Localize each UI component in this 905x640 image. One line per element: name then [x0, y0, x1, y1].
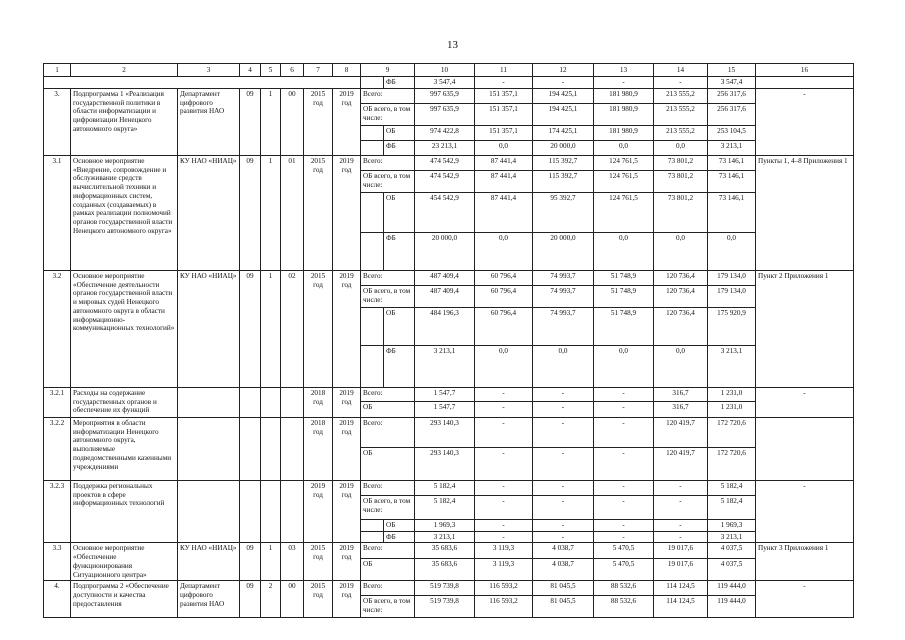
notes-cell	[756, 417, 854, 480]
amount-cell: 88 532,6	[594, 596, 654, 618]
start-year: 2015 год	[304, 270, 333, 387]
amount-cell: -	[594, 519, 654, 531]
code-gp	[240, 417, 261, 480]
amount-cell: 1 969,3	[708, 519, 756, 531]
indent-cell	[361, 232, 384, 270]
indent-cell	[361, 519, 384, 531]
table-row	[44, 155, 854, 170]
code-gp: 09	[240, 155, 261, 270]
amount-cell: 88 532,6	[594, 581, 654, 596]
column-header: 4	[240, 64, 261, 77]
code-gp: 09	[240, 88, 261, 155]
code-om: 03	[281, 543, 304, 581]
indent-cell	[361, 140, 384, 155]
amount-cell: 3 213,1	[708, 140, 756, 155]
amount-cell: 124 761,5	[594, 155, 654, 170]
amount-cell: 5 470,5	[594, 543, 654, 558]
amount-cell: 0,0	[533, 345, 594, 387]
notes-cell: -	[756, 480, 854, 543]
amount-cell: -	[594, 495, 654, 519]
column-header: 16	[756, 64, 854, 77]
end-year: 2019 год	[333, 270, 361, 387]
end-year: 2019 год	[333, 155, 361, 270]
code-pp	[261, 387, 281, 417]
code-gp: 09	[240, 581, 261, 618]
notes-cell: Пункт 3 Приложения 1	[756, 543, 854, 581]
amount-cell: 3 213,1	[415, 345, 475, 387]
indent-cell	[361, 192, 384, 232]
table-row	[44, 581, 854, 596]
amount-cell: 174 425,1	[533, 125, 594, 140]
amount-cell: 124 761,5	[594, 170, 654, 192]
start-year: 2015 год	[304, 155, 333, 270]
amount-cell: 81 045,5	[533, 581, 594, 596]
amount-cell: -	[594, 401, 654, 417]
column-header: 5	[261, 64, 281, 77]
activity-name: Расходы на содержание государственных органов и обеспечение их функций	[71, 387, 178, 417]
column-header: 8	[333, 64, 361, 77]
amount-cell: 151 357,1	[475, 88, 533, 103]
amount-cell: 181 980,9	[594, 103, 654, 125]
code-gp	[240, 387, 261, 417]
end-year: 2019 год	[333, 480, 361, 543]
indent-cell	[361, 531, 384, 543]
amount-cell: 4 038,7	[533, 543, 594, 558]
amount-cell: 120 736,4	[654, 270, 708, 285]
amount-cell: 35 683,6	[415, 543, 475, 558]
amount-cell: 120 736,4	[654, 285, 708, 307]
amount-cell: 115 392,7	[533, 170, 594, 192]
funding-source: ОБ всего, в том числе:	[361, 170, 415, 192]
table-row	[44, 77, 854, 89]
amount-cell: -	[475, 495, 533, 519]
amount-cell: 120 736,4	[654, 307, 708, 345]
amount-cell: 73 146,1	[708, 192, 756, 232]
end-year: 2019 год	[333, 387, 361, 417]
amount-cell: 3 547,4	[708, 77, 756, 89]
amount-cell: -	[533, 531, 594, 543]
amount-cell: 23 213,1	[415, 140, 475, 155]
executor	[178, 387, 240, 417]
funding-source: ОБ	[384, 519, 415, 531]
funding-source: Всего:	[361, 155, 415, 170]
amount-cell: 474 542,9	[415, 155, 475, 170]
funding-source: ОБ всего, в том числе:	[361, 495, 415, 519]
amount-cell: -	[475, 480, 533, 495]
amount-cell: 73 146,1	[708, 170, 756, 192]
activity-name: Основное мероприятие «Внедрение, сопровождение и обслуживание средств вычислительной техники и информационных систем, созданных (создаваемых) в рамках реализации полномочий органов государственной власти Ненецкого автономного округа»	[71, 155, 178, 270]
executor	[178, 417, 240, 480]
table-row	[44, 88, 854, 103]
amount-cell: 194 425,1	[533, 88, 594, 103]
funding-source: ОБ всего, в том числе:	[361, 285, 415, 307]
indent-cell	[361, 307, 384, 345]
amount-cell: 74 993,7	[533, 285, 594, 307]
activity-name: Подпрограмма 1 «Реализация государственной политики в области информатизации и цифровизации Ненецкого автономного округа»	[71, 88, 178, 155]
amount-cell: 35 683,6	[415, 558, 475, 581]
amount-cell: 151 357,1	[475, 103, 533, 125]
amount-cell: 60 796,4	[475, 270, 533, 285]
indent-cell	[361, 125, 384, 140]
amount-cell: -	[533, 519, 594, 531]
amount-cell: 997 635,9	[415, 103, 475, 125]
row-number: 3.3	[44, 543, 71, 581]
funding-source: ОБ	[361, 447, 415, 480]
executor: Департамент цифрового развития НАО	[178, 88, 240, 155]
code-pp: 1	[261, 270, 281, 387]
amount-cell: -	[475, 417, 533, 447]
amount-cell: 114 124,5	[654, 581, 708, 596]
start-year: 2015 год	[304, 88, 333, 155]
column-header: 15	[708, 64, 756, 77]
amount-cell: 213 555,2	[654, 88, 708, 103]
page-number: 13	[447, 39, 458, 51]
amount-cell: -	[475, 519, 533, 531]
funding-source: ОБ	[361, 401, 415, 417]
amount-cell: 60 796,4	[475, 307, 533, 345]
amount-cell: 484 196,3	[415, 307, 475, 345]
funding-source: Всего:	[361, 543, 415, 558]
code-om: 02	[281, 270, 304, 387]
table-row	[44, 543, 854, 558]
executor: КУ НАО «НИАЦ»	[178, 155, 240, 270]
code-pp: 1	[261, 88, 281, 155]
amount-cell: 0,0	[475, 232, 533, 270]
amount-cell: 5 182,4	[415, 480, 475, 495]
amount-cell: 115 392,7	[533, 155, 594, 170]
column-header: 7	[304, 64, 333, 77]
funding-source: Всего:	[361, 270, 415, 285]
amount-cell: 4 037,5	[708, 543, 756, 558]
end-year: 2019 год	[333, 88, 361, 155]
amount-cell: 1 231,0	[708, 401, 756, 417]
column-header: 11	[475, 64, 533, 77]
funding-source: ОБ всего, в том числе:	[361, 103, 415, 125]
amount-cell: 73 801,2	[654, 170, 708, 192]
amount-cell: -	[533, 495, 594, 519]
amount-cell: 120 419,7	[654, 417, 708, 447]
amount-cell: 119 444,0	[708, 581, 756, 596]
row-number: 3.2.3	[44, 480, 71, 543]
funding-source: ОБ	[384, 307, 415, 345]
funding-source: ОБ	[384, 192, 415, 232]
amount-cell: 3 547,4	[415, 77, 475, 89]
amount-cell: 151 357,1	[475, 125, 533, 140]
program-budget-table	[43, 63, 854, 618]
code-gp: 09	[240, 270, 261, 387]
column-header: 3	[178, 64, 240, 77]
amount-cell: 74 993,7	[533, 270, 594, 285]
notes-cell	[756, 77, 854, 89]
amount-cell: 5 182,4	[708, 495, 756, 519]
funding-source: ОБ всего, в том числе:	[361, 596, 415, 618]
amount-cell: 116 593,2	[475, 596, 533, 618]
amount-cell: 253 104,5	[708, 125, 756, 140]
notes-cell: Пункты 1, 4–8 Приложения 1	[756, 155, 854, 270]
amount-cell: 0,0	[654, 140, 708, 155]
amount-cell: 73 801,2	[654, 192, 708, 232]
funding-source: Всего:	[361, 88, 415, 103]
amount-cell: 51 748,9	[594, 270, 654, 285]
amount-cell: 74 993,7	[533, 307, 594, 345]
amount-cell: -	[533, 387, 594, 401]
activity-name: Подпрограмма 2 «Обеспечение доступности и качества предоставления	[71, 581, 178, 618]
amount-cell: 87 441,4	[475, 170, 533, 192]
amount-cell: 0,0	[708, 232, 756, 270]
start-year: 2019 год	[304, 480, 333, 543]
column-header-row	[44, 64, 854, 77]
row-number: 3.2.1	[44, 387, 71, 417]
amount-cell: -	[533, 447, 594, 480]
amount-cell: -	[475, 447, 533, 480]
funding-source: Всего:	[361, 480, 415, 495]
amount-cell: 51 748,9	[594, 285, 654, 307]
amount-cell: 1 969,3	[415, 519, 475, 531]
amount-cell: 179 134,0	[708, 270, 756, 285]
funding-source: ОБ	[384, 125, 415, 140]
end-year: 2019 год	[333, 543, 361, 581]
amount-cell: 1 547,7	[415, 401, 475, 417]
row-number: 3.	[44, 88, 71, 155]
table-row	[44, 270, 854, 285]
amount-cell: -	[594, 417, 654, 447]
amount-cell: 19 017,6	[654, 543, 708, 558]
funding-source: ФБ	[384, 140, 415, 155]
code-pp: 1	[261, 155, 281, 270]
start-year: 2018 год	[304, 387, 333, 417]
amount-cell: 124 761,5	[594, 192, 654, 232]
column-header: 14	[654, 64, 708, 77]
row-number: 3.2	[44, 270, 71, 387]
amount-cell: 60 796,4	[475, 285, 533, 307]
column-header: 1	[44, 64, 71, 77]
funding-source: ФБ	[384, 345, 415, 387]
amount-cell: 0,0	[475, 140, 533, 155]
amount-cell: 316,7	[654, 387, 708, 401]
code-pp	[261, 480, 281, 543]
table-row	[44, 417, 854, 447]
end-year: 2019 год	[333, 417, 361, 480]
amount-cell: 487 409,4	[415, 270, 475, 285]
table-row	[44, 387, 854, 401]
code-om	[281, 417, 304, 480]
amount-cell: 3 213,1	[708, 345, 756, 387]
amount-cell: -	[533, 417, 594, 447]
amount-cell: -	[654, 531, 708, 543]
amount-cell: 974 422,8	[415, 125, 475, 140]
amount-cell: 4 037,5	[708, 558, 756, 581]
amount-cell: 119 444,0	[708, 596, 756, 618]
activity-name: Поддержка региональных проектов в сфере информационных технологий	[71, 480, 178, 543]
column-header: 9	[361, 64, 415, 77]
funding-source: ФБ	[384, 531, 415, 543]
amount-cell: -	[594, 480, 654, 495]
amount-cell: 179 134,0	[708, 285, 756, 307]
amount-cell: -	[594, 447, 654, 480]
amount-cell: 114 124,5	[654, 596, 708, 618]
funding-source: Всего:	[361, 417, 415, 447]
amount-cell: 87 441,4	[475, 155, 533, 170]
amount-cell: 73 146,1	[708, 155, 756, 170]
code-pp: 1	[261, 543, 281, 581]
code-pp	[261, 417, 281, 480]
amount-cell: 87 441,4	[475, 192, 533, 232]
amount-cell: 293 140,3	[415, 417, 475, 447]
notes-cell: -	[756, 387, 854, 417]
code-om: 01	[281, 155, 304, 270]
funding-source: Всего:	[361, 387, 415, 401]
amount-cell: -	[533, 480, 594, 495]
funding-source: ФБ	[384, 232, 415, 270]
code-om: 00	[281, 88, 304, 155]
amount-cell: 256 317,6	[708, 88, 756, 103]
amount-cell: 316,7	[654, 401, 708, 417]
amount-cell: -	[654, 480, 708, 495]
amount-cell: 0,0	[594, 232, 654, 270]
amount-cell: 181 980,9	[594, 125, 654, 140]
amount-cell: 175 920,9	[708, 307, 756, 345]
activity-name: Основное мероприятие «Обеспечение деятельности органов государственной власти и мировых судей Ненецкого автономного округа в области информационно-коммуникационных технологий»	[71, 270, 178, 387]
start-year: 2015 год	[304, 581, 333, 618]
amount-cell: 293 140,3	[415, 447, 475, 480]
amount-cell: 0,0	[594, 140, 654, 155]
amount-cell: 1 231,0	[708, 387, 756, 401]
amount-cell: -	[594, 387, 654, 401]
amount-cell: -	[533, 77, 594, 89]
activity-name: Мероприятия в области информатизации Ненецкого автономного округа, выполняемые подведомственными казенными учреждениями	[71, 417, 178, 480]
row-number: 3.2.2	[44, 417, 71, 480]
amount-cell: -	[533, 401, 594, 417]
column-header: 12	[533, 64, 594, 77]
amount-cell: 5 182,4	[708, 480, 756, 495]
activity-name: Основное мероприятие «Обеспечение функционирования Ситуационного центра»	[71, 543, 178, 581]
notes-cell: -	[756, 581, 854, 618]
funding-source: ФБ	[384, 77, 415, 89]
amount-cell: 213 555,2	[654, 125, 708, 140]
amount-cell: -	[654, 519, 708, 531]
column-header: 13	[594, 64, 654, 77]
amount-cell: 81 045,5	[533, 596, 594, 618]
amount-cell: -	[475, 77, 533, 89]
amount-cell: 20 000,0	[533, 232, 594, 270]
amount-cell: 454 542,9	[415, 192, 475, 232]
amount-cell: 1 547,7	[415, 387, 475, 401]
amount-cell: 172 720,6	[708, 417, 756, 447]
amount-cell: 3 213,1	[415, 531, 475, 543]
indent-cell	[361, 345, 384, 387]
end-year: 2019 год	[333, 581, 361, 618]
executor	[178, 480, 240, 543]
code-gp	[240, 480, 261, 543]
amount-cell: 519 739,8	[415, 581, 475, 596]
start-year: 2015 год	[304, 543, 333, 581]
column-header: 10	[415, 64, 475, 77]
executor: Департамент цифрового развития НАО	[178, 581, 240, 618]
code-om	[281, 480, 304, 543]
amount-cell: 4 038,7	[533, 558, 594, 581]
amount-cell: 73 801,2	[654, 155, 708, 170]
amount-cell: 20 000,0	[533, 140, 594, 155]
amount-cell: 0,0	[594, 345, 654, 387]
column-header: 2	[71, 64, 178, 77]
amount-cell: 487 409,4	[415, 285, 475, 307]
amount-cell: 116 593,2	[475, 581, 533, 596]
amount-cell: 3 119,3	[475, 558, 533, 581]
code-pp: 2	[261, 581, 281, 618]
amount-cell: -	[594, 77, 654, 89]
amount-cell: 95 392,7	[533, 192, 594, 232]
funding-source: ОБ	[361, 558, 415, 581]
row-number: 4.	[44, 581, 71, 618]
amount-cell: 256 317,6	[708, 103, 756, 125]
amount-cell: 3 119,3	[475, 543, 533, 558]
executor: КУ НАО «НИАЦ»	[178, 543, 240, 581]
amount-cell: 0,0	[475, 345, 533, 387]
code-om: 00	[281, 581, 304, 618]
amount-cell: 5 470,5	[594, 558, 654, 581]
executor: КУ НАО «НИАЦ»	[178, 270, 240, 387]
amount-cell: 19 017,6	[654, 558, 708, 581]
amount-cell: 213 555,2	[654, 103, 708, 125]
amount-cell: 120 419,7	[654, 447, 708, 480]
start-year: 2018 год	[304, 417, 333, 480]
notes-cell: Пункт 2 Приложения 1	[756, 270, 854, 387]
amount-cell: 20 000,0	[415, 232, 475, 270]
amount-cell: -	[654, 77, 708, 89]
amount-cell: -	[475, 387, 533, 401]
continued-cells	[44, 77, 361, 89]
amount-cell: 5 182,4	[415, 495, 475, 519]
amount-cell: -	[594, 531, 654, 543]
table-row	[44, 480, 854, 495]
row-number: 3.1	[44, 155, 71, 270]
column-header: 6	[281, 64, 304, 77]
amount-cell: 3 213,1	[708, 531, 756, 543]
amount-cell: 172 720,6	[708, 447, 756, 480]
indent-cell	[361, 77, 384, 89]
amount-cell: 194 425,1	[533, 103, 594, 125]
amount-cell: -	[654, 495, 708, 519]
notes-cell: -	[756, 88, 854, 155]
amount-cell: -	[475, 401, 533, 417]
amount-cell: 0,0	[654, 345, 708, 387]
amount-cell: 997 635,9	[415, 88, 475, 103]
amount-cell: 474 542,9	[415, 170, 475, 192]
amount-cell: 181 980,9	[594, 88, 654, 103]
funding-source: Всего:	[361, 581, 415, 596]
amount-cell: 0,0	[654, 232, 708, 270]
code-om	[281, 387, 304, 417]
amount-cell: 519 739,8	[415, 596, 475, 618]
amount-cell: -	[475, 531, 533, 543]
amount-cell: 51 748,9	[594, 307, 654, 345]
code-gp: 09	[240, 543, 261, 581]
